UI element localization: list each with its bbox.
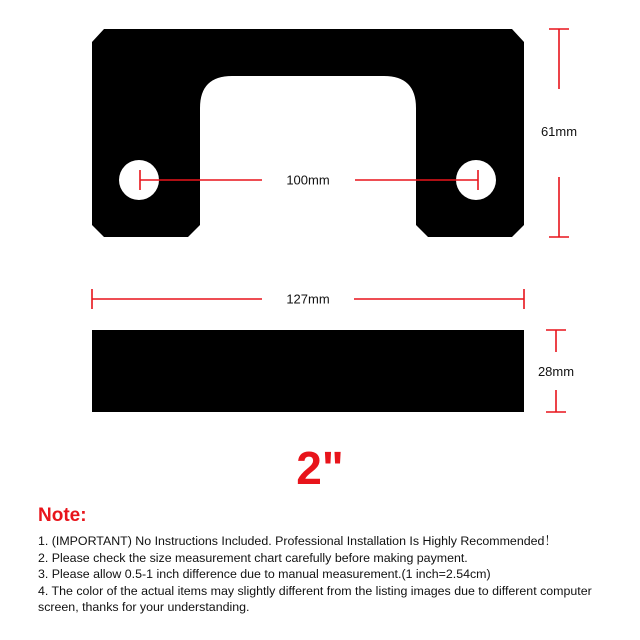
note-item: 3. Please allow 0.5-1 inch difference due to manual measurement.(1 inch=2.54cm) bbox=[38, 567, 491, 582]
note-item: 1. (IMPORTANT) No Instructions Included. Professional Installation Is Highly Recommended！ bbox=[38, 534, 557, 548]
bracket-height-label: 61mm bbox=[540, 124, 578, 139]
note-heading: Note: bbox=[38, 505, 87, 526]
note-item: 2. Please check the size measurement chart carefully before making payment. bbox=[38, 550, 468, 565]
overall-width-label: 127mm bbox=[286, 291, 330, 307]
size-title: 2" bbox=[296, 442, 344, 494]
note-list bbox=[38, 533, 618, 616]
note-item: 4. The color of the actual items may slightly different from the listing images due to different computer screen, thanks for your understanding. bbox=[38, 583, 592, 615]
spacer-block bbox=[92, 330, 524, 412]
bracket-plate bbox=[92, 29, 524, 237]
spacer-height-label: 28mm bbox=[537, 364, 575, 379]
hole-spacing-label: 100mm bbox=[286, 172, 330, 188]
